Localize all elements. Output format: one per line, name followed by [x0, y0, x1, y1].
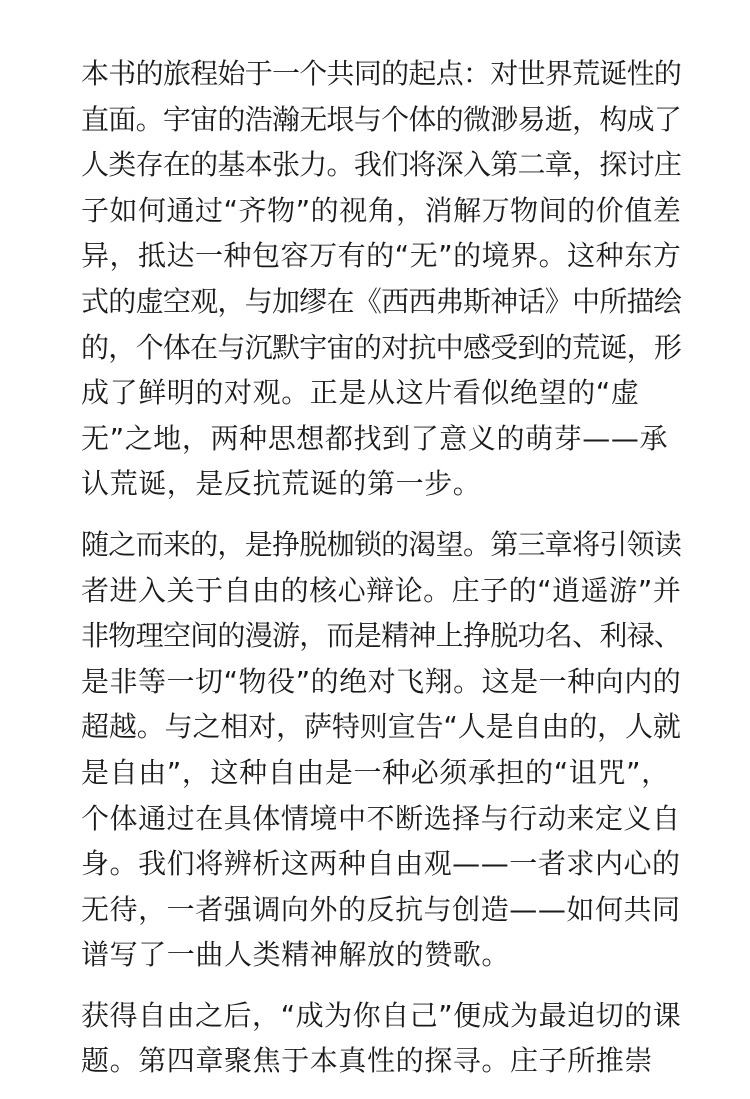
text-line: 认荒诞，是反抗荒诞的第一步。	[81, 467, 482, 501]
text-line: 超越。与之相对，萨特则宣告“人是自由的，人就	[81, 710, 681, 744]
text-line: 是非等一切“物役”的绝对飞翔。这是一种向内的	[81, 664, 682, 698]
text-line: 成了鲜明的对观。正是从这片看似绝望的“虚	[81, 376, 640, 410]
text-line: 无待，一者强调向外的反抗与创造——如何共同	[81, 892, 681, 926]
paragraph-2	[81, 522, 681, 978]
text-line: 直面。宇宙的浩瀚无垠与个体的微渺易逝，构成了	[81, 102, 682, 136]
text-line: 式的虚空观，与加缪在《西西弗斯神话》中所描绘	[81, 284, 682, 318]
text-line: 的，个体在与沉默宇宙的对抗中感受到的荒诞，形	[81, 330, 682, 364]
text-line: 身。我们将辨析这两种自由观——一者求内心的	[81, 847, 681, 881]
text-line: 谱写了一曲人类精神解放的赞歌。	[81, 938, 511, 972]
text-line: 者进入关于自由的核心辩论。庄子的“逍遥游”并	[81, 573, 682, 607]
text-body	[81, 51, 681, 1099]
text-line: 子如何通过“齐物”的视角，消解万物间的价值差	[81, 193, 682, 227]
text-line: 非物理空间的漫游，而是精神上挣脱功名、利禄、	[81, 619, 682, 653]
text-line: 本书的旅程始于一个共同的起点：对世界荒诞性的	[81, 57, 682, 90]
paragraph-3	[81, 993, 681, 1084]
text-line: 随之而来的，是挣脱枷锁的渴望。第三章将引领读	[81, 527, 682, 561]
text-line: 异，抵达一种包容万有的“无”的境界。这种东方	[81, 239, 682, 273]
text-line: 获得自由之后，“成为你自己”便成为最迫切的课	[81, 998, 682, 1032]
text-line: 无”之地，两种思想都找到了意义的萌芽——承	[81, 421, 669, 455]
text-line: 题。第四章聚焦于本真性的探寻。庄子所推崇	[81, 1044, 654, 1078]
text-line: 是自由”，这种自由是一种必须承担的“诅咒”，	[81, 755, 670, 789]
text-line: 人类存在的基本张力。我们将深入第二章，探讨庄	[81, 148, 682, 182]
text-line: 个体通过在具体情境中不断选择与行动来定义自	[81, 801, 681, 835]
paragraph-1	[81, 51, 681, 507]
